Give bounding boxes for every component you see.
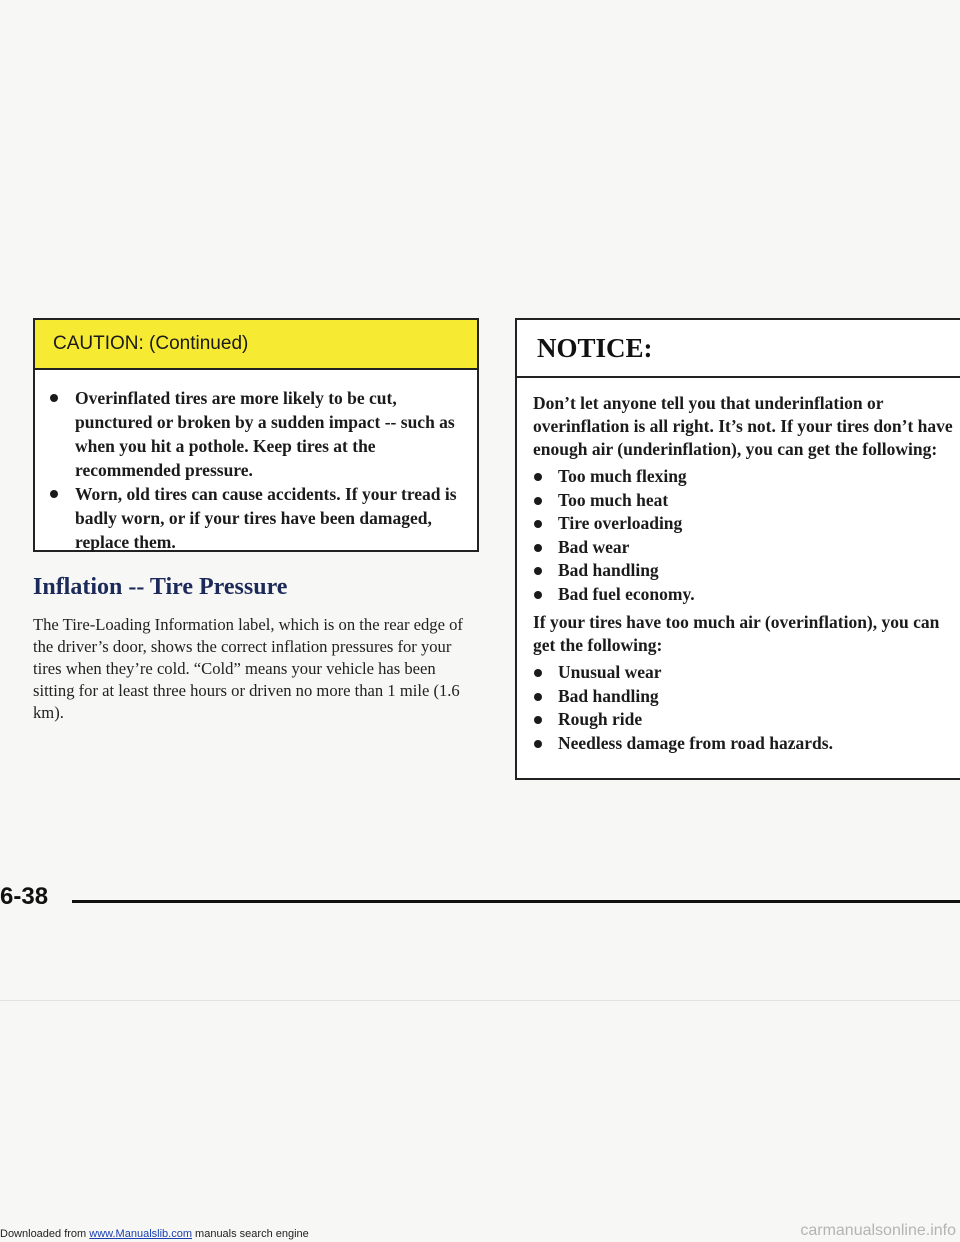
bullet-icon (534, 591, 542, 599)
list-item (533, 489, 960, 513)
list-item (533, 465, 960, 489)
bullet-icon (534, 740, 542, 748)
list-item (533, 732, 960, 756)
notice-title: NOTICE: (517, 320, 960, 378)
caution-item (45, 386, 467, 482)
page-number: 6-38 (0, 883, 49, 910)
list-item (533, 559, 960, 583)
bullet-icon (534, 669, 542, 677)
bullet-icon (534, 520, 542, 528)
list-item-text: Too much flexing (558, 466, 687, 486)
section-body: The Tire-Loading Information label, which is on the rear edge of the driver’s door, shows the correct inflation pressures for your tires when they’re cold. “Cold” means your vehicle has been sitting for at least three hours or driven no more than 1 mile (1.6 km). (33, 615, 463, 722)
bullet-icon (50, 490, 58, 498)
download-notice (0, 1228, 309, 1240)
list-item-text: Bad handling (558, 560, 659, 580)
caution-title: CAUTION: (Continued) (35, 320, 477, 370)
list-item (533, 685, 960, 709)
overinflation-list (533, 661, 960, 755)
list-item-text: Rough ride (558, 709, 643, 729)
notice-body (517, 378, 960, 755)
bullet-icon (534, 567, 542, 575)
notice-box (515, 318, 960, 780)
notice-intro: Don’t let anyone tell you that underinflation or overinflation is all right. It’s not. If your tires don’t have enough air (underinflation), you can get the following: (533, 393, 953, 459)
underinflation-list (533, 465, 960, 606)
manualslib-link[interactable]: www.Manualslib.com (89, 1228, 192, 1240)
footer-rule (72, 900, 960, 903)
list-item-text: Tire overloading (558, 513, 683, 533)
caution-item-text: Worn, old tires can cause accidents. If your tread is badly worn, or if your tires have been damaged, replace them. (75, 484, 457, 552)
caution-item-text: Overinflated tires are more likely to be cut, punctured or broken by a sudden impact -- such as when you hit a pothole. Keep tires at the recommended pressure. (75, 388, 455, 480)
section-heading: Inflation -- Tire Pressure (33, 574, 288, 600)
list-item (533, 512, 960, 536)
list-item (533, 583, 960, 607)
faint-divider (0, 1000, 960, 1001)
list-item-text: Needless damage from road hazards. (558, 732, 833, 753)
download-suffix: manuals search engine (191, 1228, 309, 1240)
site-watermark: carmanualsonline.info (800, 1222, 956, 1239)
list-item-text: Too much heat (558, 489, 669, 510)
bullet-icon (534, 473, 542, 481)
caution-item (45, 482, 467, 554)
list-item-text: Bad fuel economy. (558, 583, 695, 604)
list-item (533, 708, 960, 732)
bullet-icon (534, 497, 542, 505)
list-item-text: Bad wear (558, 536, 630, 557)
bullet-icon (534, 544, 542, 552)
list-item-text: Bad handling (558, 685, 659, 706)
list-item (533, 536, 960, 560)
caution-list (35, 370, 477, 554)
bullet-icon (534, 693, 542, 701)
bullet-icon (50, 394, 58, 402)
caution-box (33, 318, 479, 552)
notice-over-intro: If your tires have too much air (overinflation), you can get the following: (533, 612, 940, 655)
bullet-icon (534, 716, 542, 724)
list-item-text: Unusual wear (558, 662, 662, 682)
list-item (533, 661, 960, 685)
download-prefix: Downloaded from (0, 1228, 90, 1240)
